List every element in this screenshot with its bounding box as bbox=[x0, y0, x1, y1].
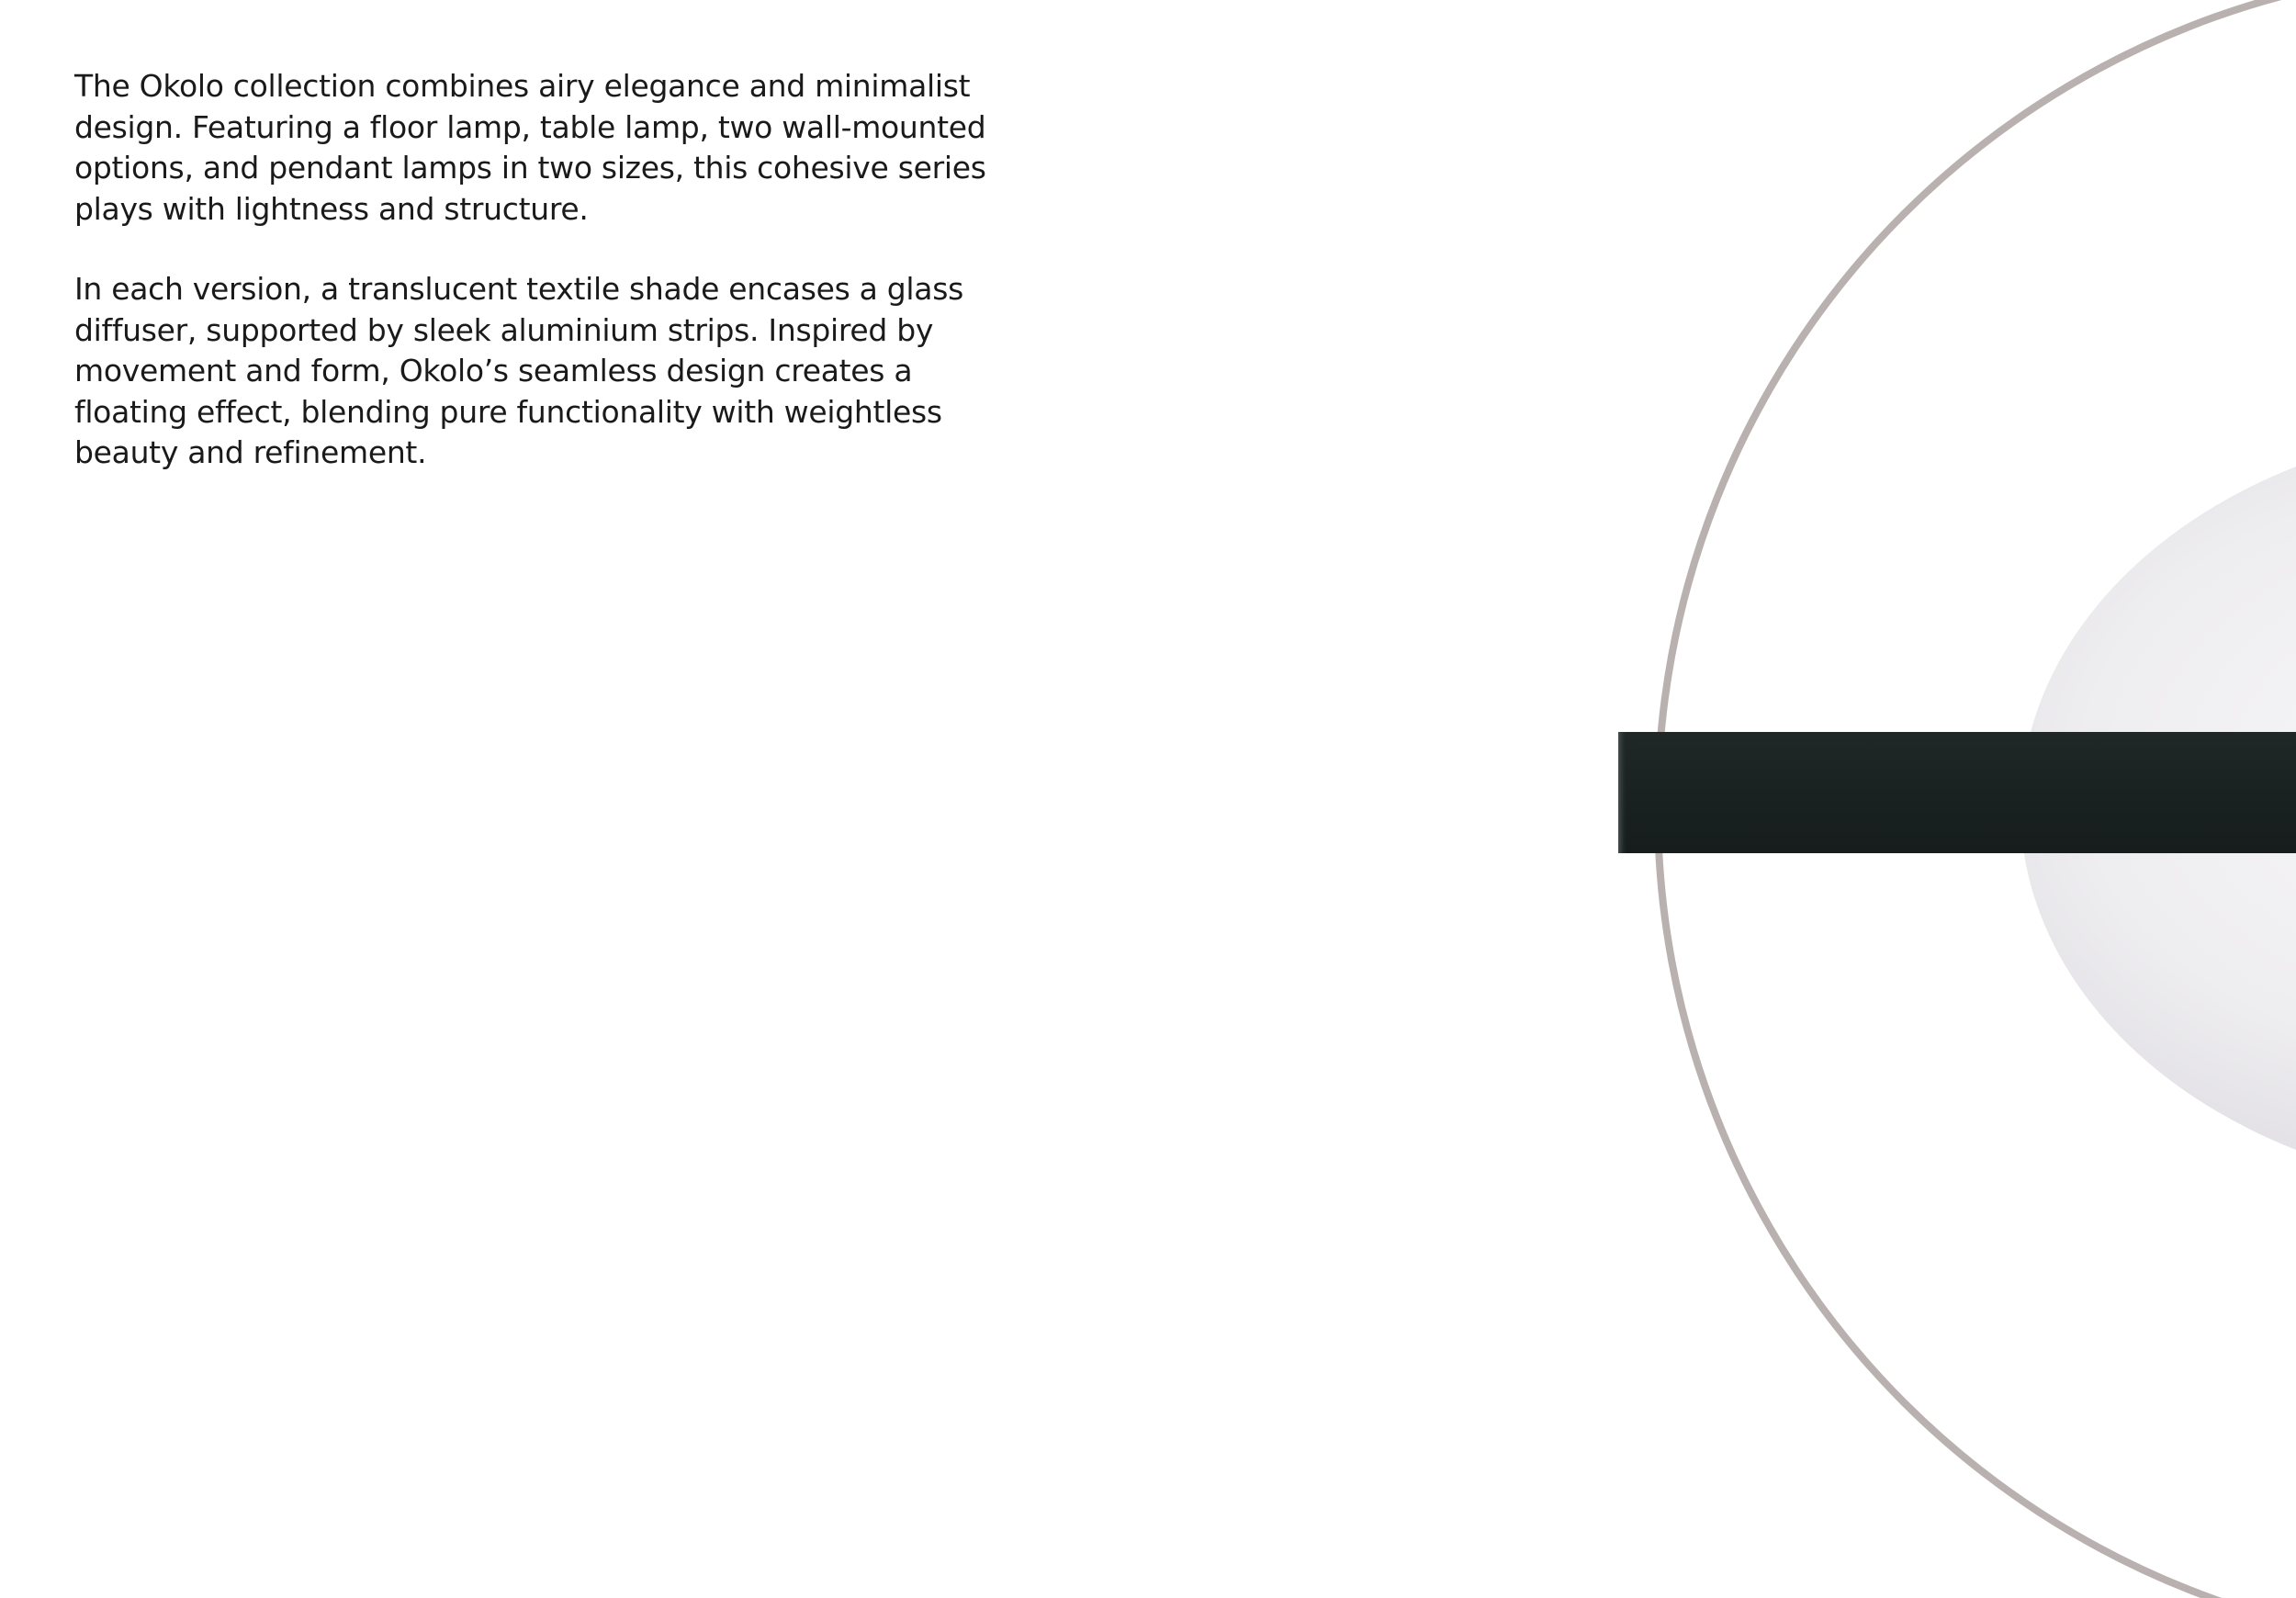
aluminium-strip bbox=[1618, 732, 2296, 853]
description-paragraph-1: The Okolo collection combines airy elegance and minimalist design. Featuring a floor lamp, table lamp, two wall-mounted options, and pendant lamps in two sizes, this cohesive series plays with lightness and structure. bbox=[74, 68, 986, 227]
description-paragraph-2: In each version, a translucent textile shade encases a glass diffuser, supported by sleek aluminium strips. Inspired by movement and form, Okolo’s seamless design creates a floating effect, blending pure functionality with weightless beauty and refinement. bbox=[74, 271, 964, 470]
